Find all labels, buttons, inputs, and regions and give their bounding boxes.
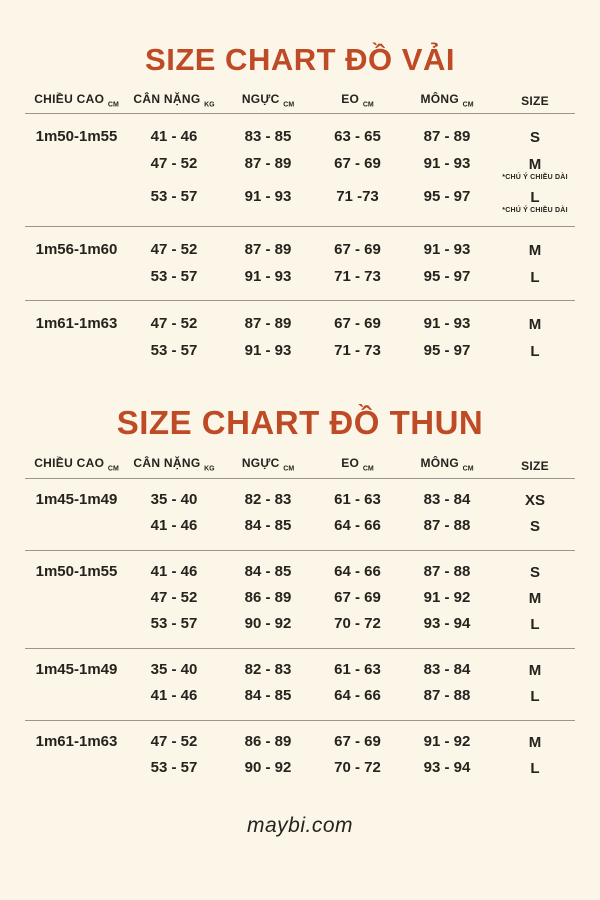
cell-weight: 41 - 46 [150,517,198,535]
table-row [25,756,575,782]
column-header-label: EO [341,92,360,106]
header-row [25,92,575,114]
cell-weight: 35 - 40 [150,661,198,679]
column-header-label: CÂN NẶNG [133,92,201,106]
column-header-unit: KG [204,465,215,473]
cell-waist: 61 - 63 [334,491,381,509]
size-label: S [529,129,540,147]
column-header-unit: CM [107,465,119,473]
size-label: S [529,518,540,536]
cell-weight: 47 - 52 [150,733,198,751]
cell-height [25,684,128,691]
cell-waist: 67 - 69 [334,589,381,607]
cell-bust: 84 - 85 [244,517,292,535]
cell-weight: 53 - 57 [150,615,198,633]
cell-weight: 47 - 52 [150,155,198,173]
table-row [25,730,575,756]
table-row [25,310,575,337]
cell-height: 1m61-1m63 [35,315,118,333]
cell-hip: 83 - 84 [423,661,471,679]
cell-bust: 87 - 89 [244,315,292,333]
column-header [399,92,495,108]
column-header [220,92,316,108]
cell-bust: 84 - 85 [244,687,292,705]
cell-waist: 71 -73 [336,188,379,206]
header-row [25,456,575,478]
cell-hip: 93 - 94 [423,615,471,633]
cell-height: 1m50-1m55 [35,128,118,146]
column-header-label: SIZE [521,458,549,473]
cell-weight: 47 - 52 [150,589,198,607]
size-label: L [530,688,540,706]
cell-weight: 41 - 46 [150,563,198,581]
cell-weight: 53 - 57 [150,759,198,777]
column-header-label: MÔNG [420,456,459,471]
column-header-unit: CM [283,101,295,109]
cell-hip: 93 - 94 [423,759,471,777]
cell-bust: 91 - 93 [244,342,292,360]
table-row [25,560,575,586]
tables-container [0,42,600,792]
height-group [25,227,575,301]
size-label: L [530,343,540,361]
column-header-unit: CM [107,101,119,109]
cell-size [495,337,575,363]
height-group [25,551,575,649]
cell-size [495,310,575,336]
cell-waist: 67 - 69 [334,155,381,173]
column-header-unit: CM [362,465,374,473]
cell-height [25,756,128,763]
size-label: L [530,269,540,287]
column-header-label: MÔNG [420,92,459,106]
cell-weight: 41 - 46 [150,128,198,146]
cell-size [495,560,575,586]
height-group [25,649,575,721]
size-label: S [529,564,540,582]
height-group [25,479,575,551]
height-group [25,301,575,374]
size-table [25,456,575,791]
cell-size [495,123,575,149]
cell-size [495,514,575,540]
cell-size [495,488,575,514]
column-header [495,459,575,473]
cell-bust: 90 - 92 [244,759,292,777]
cell-height [25,263,128,273]
cell-hip: 87 - 88 [423,687,471,705]
cell-bust: 90 - 92 [244,615,292,633]
size-label: M [528,156,542,174]
cell-hip: 87 - 89 [423,128,471,146]
column-header [399,456,495,472]
column-header [128,456,220,472]
cell-size [495,183,575,216]
cell-bust: 91 - 93 [244,268,292,286]
table-row [25,514,575,540]
table-row [25,586,575,612]
cell-height [25,586,128,593]
size-label: M [528,316,542,334]
column-header [128,92,220,108]
cell-size [495,658,575,684]
cell-height [25,612,128,619]
size-table [25,92,575,374]
cell-waist: 71 - 73 [334,342,381,360]
cell-bust: 84 - 85 [244,563,292,581]
size-label: L [530,760,540,778]
chart-title: SIZE CHART ĐỒ THUN [116,404,484,442]
cell-weight: 47 - 52 [150,315,198,333]
column-header-label: EO [341,456,360,471]
table-row [25,150,575,183]
cell-hip: 91 - 92 [423,733,471,751]
table-row [25,123,575,150]
cell-height: 1m45-1m49 [35,661,118,679]
cell-hip: 91 - 93 [423,155,471,173]
cell-size [495,612,575,638]
column-header-unit: CM [362,101,374,109]
size-label: L [530,616,540,634]
cell-weight: 35 - 40 [150,491,198,509]
column-header-label: CHIỀU CAO [34,456,105,471]
cell-hip: 87 - 88 [423,563,471,581]
cell-waist: 64 - 66 [334,517,381,535]
column-header-unit: CM [462,101,474,109]
cell-weight: 53 - 57 [150,342,198,360]
cell-waist: 64 - 66 [334,563,381,581]
cell-waist: 70 - 72 [334,759,381,777]
cell-height: 1m50-1m55 [35,563,118,581]
cell-size [495,236,575,262]
cell-height [25,183,128,193]
column-header-unit: KG [204,101,215,109]
column-header [220,456,316,472]
cell-bust: 87 - 89 [244,155,292,173]
column-header [25,456,128,472]
column-header-label: CÂN NẶNG [133,456,201,471]
chart-title: SIZE CHART ĐỒ VẢI [145,42,455,77]
cell-waist: 67 - 69 [334,733,381,751]
cell-bust: 86 - 89 [244,589,292,607]
size-label: XS [524,492,545,510]
table-row [25,337,575,364]
cell-waist: 71 - 73 [334,268,381,286]
column-header-unit: CM [283,465,295,473]
size-chart-section-1 [0,42,600,374]
cell-waist: 67 - 69 [334,315,381,333]
size-label: M [528,734,542,752]
table-row [25,612,575,638]
column-header-label: SIZE [521,94,549,109]
size-label: M [528,242,542,260]
cell-height: 1m45-1m49 [35,491,118,509]
cell-hip: 87 - 88 [423,517,471,535]
column-header-label: NGỰC [241,456,280,471]
column-header [316,92,399,108]
column-header-unit: CM [462,465,474,473]
cell-weight: 53 - 57 [150,188,198,206]
size-label: M [528,662,542,680]
cell-weight: 53 - 57 [150,268,198,286]
cell-size [495,756,575,782]
cell-size [495,263,575,289]
height-group [25,114,575,227]
cell-bust: 87 - 89 [244,241,292,259]
cell-size [495,150,575,183]
table-row [25,183,575,216]
cell-hip: 83 - 84 [423,491,471,509]
cell-bust: 86 - 89 [244,733,292,751]
column-header [316,456,399,472]
cell-height [25,514,128,521]
cell-size [495,730,575,756]
cell-weight: 47 - 52 [150,241,198,259]
cell-size [495,684,575,710]
column-header [495,94,575,108]
cell-hip: 91 - 93 [423,315,471,333]
column-header-label: CHIỀU CAO [34,92,105,106]
cell-hip: 95 - 97 [423,188,471,206]
cell-bust: 82 - 83 [244,661,292,679]
height-group [25,721,575,792]
cell-waist: 64 - 66 [334,687,381,705]
table-row [25,263,575,290]
cell-height: 1m56-1m60 [35,241,118,259]
cell-bust: 91 - 93 [244,188,292,206]
size-label: L [530,189,540,207]
size-note: *CHÚ Ý CHIỀU DÀI [502,174,568,182]
size-chart-section-2 [0,404,600,791]
table-row [25,488,575,514]
table-row [25,236,575,263]
column-header [25,92,128,108]
cell-height [25,337,128,347]
cell-bust: 83 - 85 [244,128,292,146]
cell-weight: 41 - 46 [150,687,198,705]
table-row [25,684,575,710]
cell-height [25,150,128,160]
cell-size [495,586,575,612]
cell-waist: 70 - 72 [334,615,381,633]
cell-height: 1m61-1m63 [35,733,118,751]
cell-waist: 63 - 65 [334,128,381,146]
table-row [25,658,575,684]
cell-hip: 95 - 97 [423,268,471,286]
column-header-label: NGỰC [241,92,280,106]
size-label: M [528,590,542,608]
cell-waist: 61 - 63 [334,661,381,679]
footer-brand: maybi.com [246,813,354,837]
cell-hip: 95 - 97 [423,342,471,360]
cell-hip: 91 - 93 [423,241,471,259]
cell-waist: 67 - 69 [334,241,381,259]
size-note: *CHÚ Ý CHIỀU DÀI [502,207,568,215]
cell-bust: 82 - 83 [244,491,292,509]
cell-hip: 91 - 92 [423,589,471,607]
